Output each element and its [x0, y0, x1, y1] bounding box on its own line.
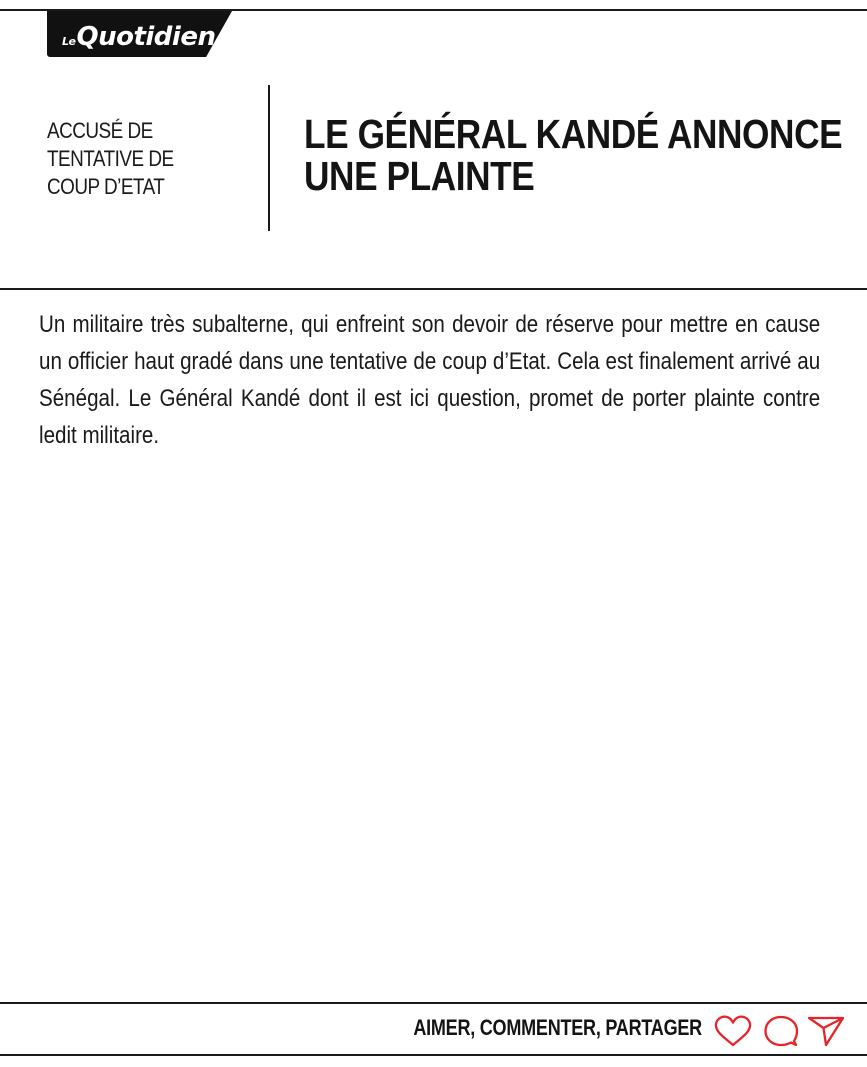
footer-top-rule: [0, 1002, 867, 1004]
comment-icon[interactable]: [763, 1014, 799, 1048]
header-divider: [0, 288, 867, 290]
brand-logo: [62, 16, 215, 54]
logo-prefix: Le: [62, 35, 76, 48]
engagement-cta: AIMER, COMMENTER, PARTAGER: [413, 1015, 702, 1040]
top-rule: [0, 9, 867, 11]
share-icon[interactable]: [806, 1014, 846, 1048]
article-body: Un militaire très subalterne, qui enfreint son devoir de réserve pour mettre en cause un officier haut gradé dans une tentative de coup d’Etat. Cela est finalement arrivé au Sénégal. Le Général Kandé dont il est ici question, promet de porter plainte contre ledit militaire.: [39, 311, 821, 449]
footer-bottom-rule: [0, 1054, 867, 1056]
heart-icon[interactable]: [713, 1014, 753, 1048]
vertical-divider: [268, 85, 270, 231]
article-headline: LE GÉNÉRAL KANDÉ ANNONCE UNE PLAINTE: [304, 111, 843, 199]
logo-name: Quotidien: [76, 22, 216, 52]
article-kicker: ACCUSÉ DE TENTATIVE DE COUP D’ETAT: [47, 118, 174, 199]
